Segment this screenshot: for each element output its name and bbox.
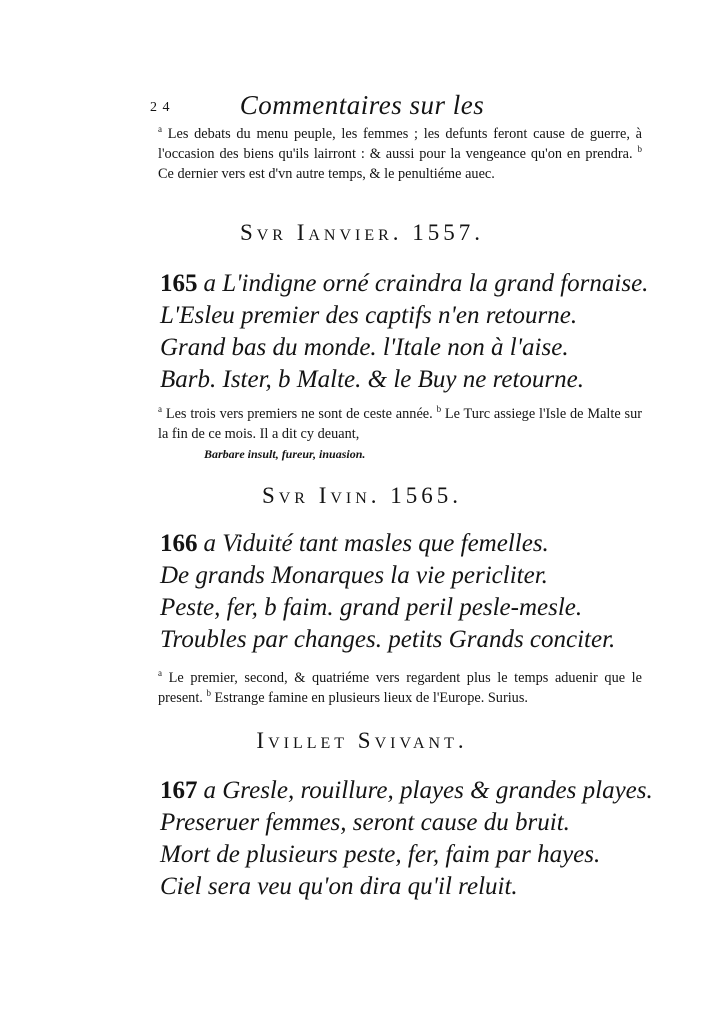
note-marker-b: b (206, 688, 211, 699)
section-heading-ianvier: Svr Ianvier. 1557. (239, 220, 485, 245)
note-text-b: Estrange famine en plusieurs lieux de l'Europe. Surius. (214, 690, 528, 706)
note-text-a: Les trois vers premiers ne sont de ceste année. (165, 406, 433, 422)
quatrain-165 (160, 268, 649, 396)
verse-line: 167 a Gresle, rouillure, playes & grandes playes. (160, 777, 653, 804)
note-marker-a: a (158, 404, 162, 415)
quatrain-166 (160, 528, 640, 656)
verse-line: Grand bas du monde. l'Itale non à l'aise. (160, 334, 569, 361)
verse-line: Preseruer femmes, seront cause du bruit. (160, 809, 570, 836)
commentary-note-1 (158, 124, 642, 184)
commentary-note-3 (158, 668, 642, 708)
verse-line: Troubles par changes. petits Grands conciter. (160, 626, 616, 653)
quatrain-167 (160, 775, 653, 903)
note-quote: Barbare insult, fureur, inuasion. (204, 447, 366, 461)
section-heading-ivillet: Ivillet Svivant. (256, 728, 468, 753)
running-head: Commentaires sur les (239, 90, 485, 120)
note-text-b: Le Turc assiege l'Isle de Malte sur la fin de ce mois. Il a dit cy deuant, (158, 406, 643, 442)
verse-line: De grands Monarques la vie pericliter. (160, 562, 548, 589)
verse-line: Barb. Ister, b Malte. & le Buy ne retourne. (160, 366, 584, 393)
verse-line: 165 a L'indigne orné craindra la grand fornaise. (160, 270, 649, 297)
verse-line: Peste, fer, b faim. grand peril pesle-mesle. (160, 594, 583, 621)
note-text-a: Le premier, second, & quatriéme vers regardent plus le temps aduenir que le present. (158, 670, 642, 706)
verse-line: L'Esleu premier des captifs n'en retourne. (160, 302, 578, 329)
note-marker-b: b (637, 144, 642, 155)
note-marker-b: b (436, 404, 442, 415)
folio-mark: 2 4 (150, 100, 171, 115)
verse-line: Mort de plusieurs peste, fer, faim par hayes. (160, 841, 601, 868)
quatrain-number: 167 (160, 777, 198, 804)
verse-line: 166 a Viduité tant masles que femelles. (160, 530, 549, 557)
quatrain-number: 166 (160, 530, 198, 557)
section-heading-ivin: Svr Ivin. 1565. (261, 483, 463, 508)
note-text-a: Les debats du menu peuple, les femmes ; les defunts feront cause de guerre, à l'occasion des biens qu'ils lairront : & aussi pour la vengeance qu'on en prendra. (158, 126, 642, 162)
note-marker-a: a (158, 124, 162, 135)
commentary-note-2 (158, 404, 642, 464)
quatrain-number: 165 (160, 270, 198, 297)
note-marker-a: a (158, 668, 162, 679)
verse-line: Ciel sera veu qu'on dira qu'il reluit. (160, 873, 518, 900)
note-text-b: Ce dernier vers est d'vn autre temps, & le penultiéme auec. (158, 166, 495, 182)
